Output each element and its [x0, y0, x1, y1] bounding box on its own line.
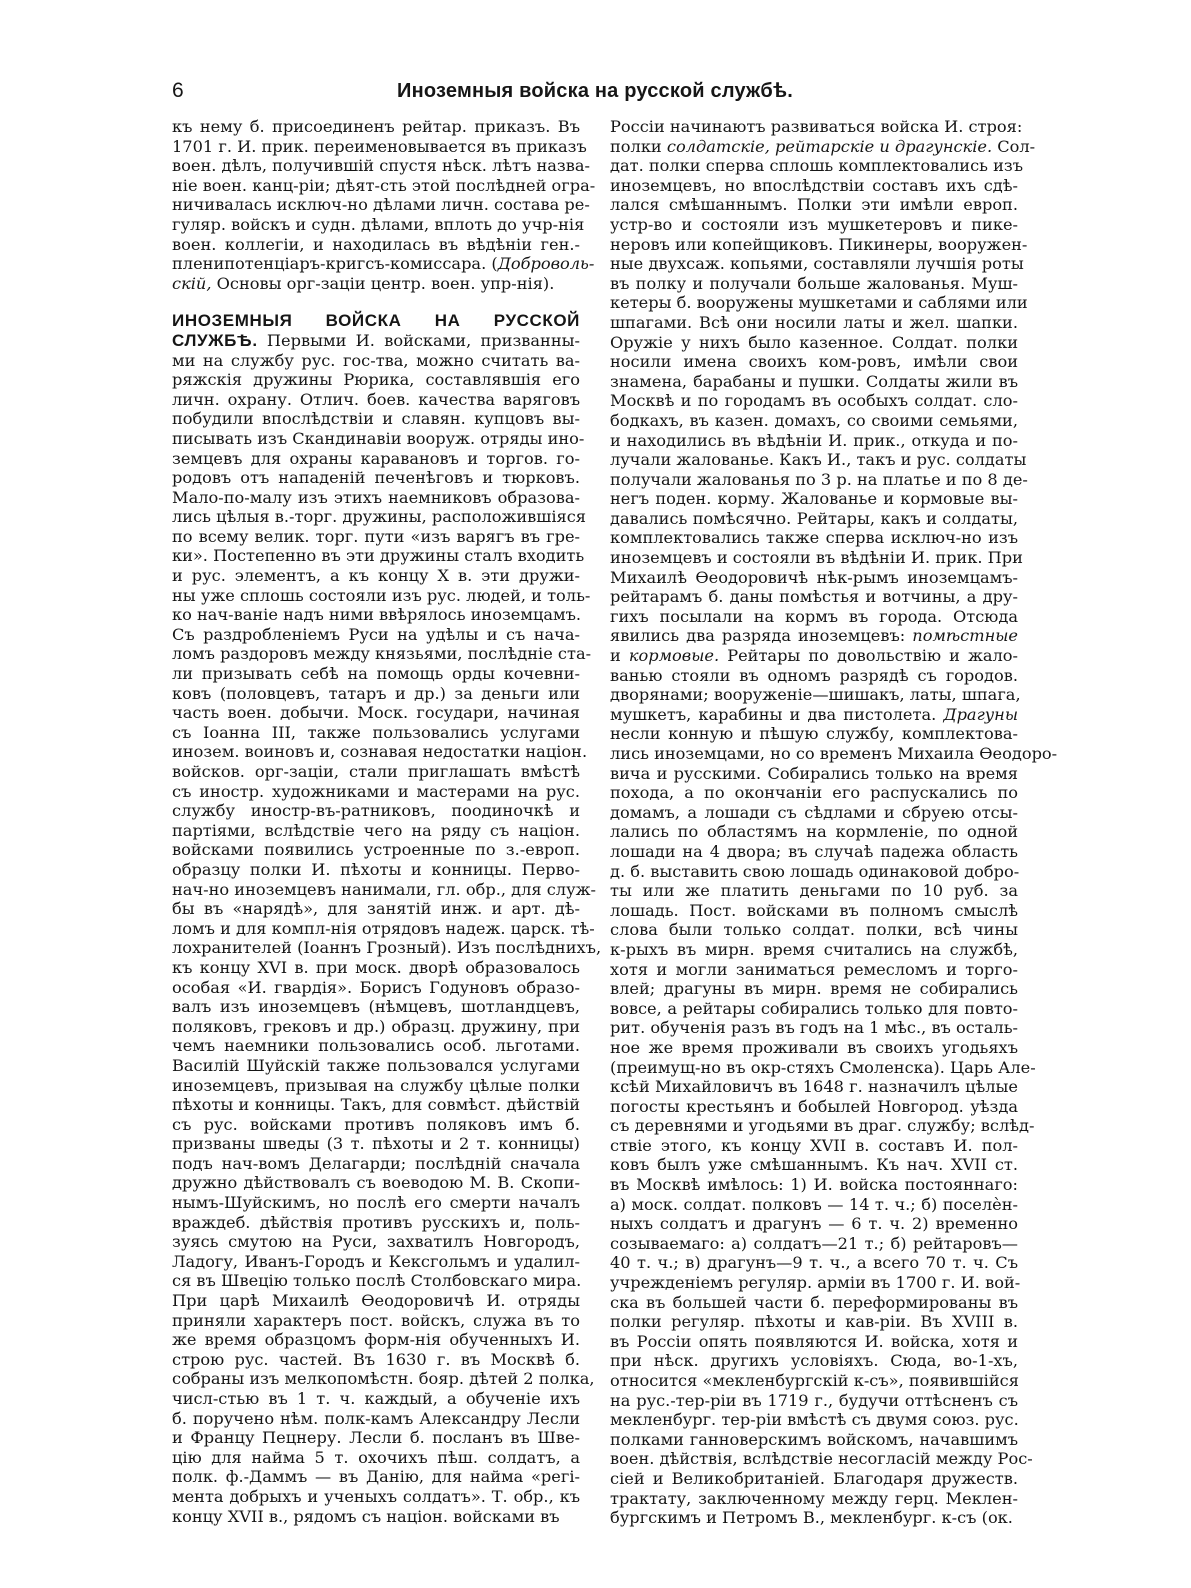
text-line: бы въ «нарядѣ», для занятій инж. и арт. дѣ-	[172, 899, 580, 919]
text-line: и рус. элементъ, а къ концу X в. эти дружи-	[172, 566, 580, 586]
text-line: воен. коллегіи, и находилась въ вѣдѣніи ген.-	[172, 234, 580, 254]
text-line: съ рус. войсками противъ поляковъ имъ б.	[172, 1114, 580, 1134]
right-column	[610, 117, 1058, 1528]
text-line: ки». Постепенно въ эти дружины сталъ входить	[172, 546, 585, 566]
text-line: дворянами; вооруженіе—шишакъ, латы, шпага,	[610, 685, 1021, 705]
text-line: на рус.-тер-ріи въ 1719 г., будучи оттѣсненъ съ	[610, 1390, 1018, 1410]
text-line: Москвѣ и по городамъ въ особыхъ солдат. сло-	[610, 391, 1018, 411]
text-line: партіями, вслѣдствіе чего на ряду съ націон.	[172, 820, 580, 840]
text-line: приняли характеръ пост. войскъ, служа въ то	[172, 1310, 580, 1330]
text-line: созываемаго: а) солдатъ—21 т.; б) рейтаровъ—	[610, 1233, 1018, 1253]
text-line: и Францу Пецнеру. Лесли б. посланъ въ Шве-	[172, 1428, 580, 1448]
text-line: враждеб. дѣйствія противъ русскихъ и, поль-	[172, 1212, 580, 1232]
text-line: родовъ отъ нападеній печенѣговъ и тюрковъ.	[172, 468, 580, 488]
text-line: ные двухсаж. копьями, составляли лучшія роты	[610, 254, 1024, 274]
text-line: иноземцевъ и состояли въ вѣдѣніи И. прик. При	[610, 548, 1023, 568]
text-line: носили имена своихъ ком-ровъ, имѣли свои	[610, 352, 1018, 372]
running-title: Иноземныя войска на русской службѣ.	[397, 80, 793, 102]
text-line: лались по областямъ на кормленіе, по одной	[610, 822, 1018, 842]
text-line: воен. дѣлъ, получившій спустя нѣск. лѣтъ назва-	[172, 156, 590, 176]
text-line: ничивалась исключ-но дѣлами личн. состава ре-	[172, 195, 590, 215]
text-line: полк. ф.-Даммъ — въ Данію, для найма «регі-	[172, 1467, 580, 1487]
text-line: лись цѣлыя в.-торг. дружины, расположившіяся	[172, 507, 587, 527]
text-line: особая «И. гвардія». Борисъ Годуновъ образо-	[172, 977, 580, 997]
text-line: съ иностр. художниками и мастерами на рус.	[172, 781, 580, 801]
text-line: дат. полки сперва сплошь комплектовались изъ	[610, 156, 1024, 176]
previous-article-tail	[172, 117, 596, 293]
text-line	[610, 705, 1018, 725]
text-line: устр-во и состояли изъ мушкетеровъ и пике-	[610, 214, 1018, 234]
page-number: 6	[172, 79, 184, 102]
text-line: мекленбург. тер-ріи вмѣстѣ съ двумя союз. рус.	[610, 1410, 1019, 1430]
text-line: въ Россіи опять появляются И. войска, хотя и	[610, 1331, 1018, 1351]
text-line: ко нач-ваніе надъ ними ввѣрялось иноземцамъ.	[172, 605, 582, 625]
running-header	[172, 78, 1018, 108]
reference-author-cont: скій,	[172, 273, 212, 293]
text-line: Василій Шуйскій также пользовался услугами	[172, 1055, 580, 1075]
text-line: комплектовались также сперва исключ-но изъ	[610, 528, 1018, 548]
text-line: концу XVII в., рядомъ съ націон. войсками въ	[172, 1506, 560, 1526]
text-line: похода, а по окончаніи его распускались по	[610, 783, 1018, 803]
text-line: (преимущ-но въ окр-стяхъ Смоленска). Царь Але-	[610, 1057, 1036, 1077]
text-line: службу иностр-въ-ратниковъ, поодиночкѣ и	[172, 801, 580, 821]
text-block	[610, 665, 1021, 705]
text-line: неровъ или копейщиковъ. Пикинеры, вооружен-	[610, 234, 1028, 254]
text-line: сіей и Великобританіей. Благодаря дружеств.	[610, 1468, 1018, 1488]
text-line: погосты крестьянъ и бобылей Новгород. уѣзда	[610, 1096, 1018, 1116]
text-line: полки регуляр. пѣхоты и кав-ріи. Въ XVIII в.	[610, 1312, 1018, 1332]
italic-term: помѣстные	[912, 626, 1018, 646]
text-line: воен. дѣйствія, вслѣдствіе несогласій между Рос-	[610, 1449, 1033, 1469]
text-line: ніе воен. канц-ріи; дѣят-сть этой послѣдней огра-	[172, 175, 596, 195]
text-line: и находились въ вѣдѣніи И. прик., откуда и по-	[610, 430, 1018, 450]
text-line: иноземцевъ, призывая на службу цѣлые полки	[172, 1075, 580, 1095]
text-line: лошади на 4 двора; въ случаѣ падежа область	[610, 841, 1018, 861]
text-line: побудили впослѣдствіи и славян. купцовъ вы-	[172, 409, 580, 429]
text-line: инозем. воиновъ и, сознавая недостатки націон.	[172, 742, 588, 762]
text-block	[610, 156, 1028, 626]
text-line: ломъ раздоровъ между князьями, послѣдніе ста-	[172, 644, 592, 664]
text-line: д. б. выставить свою лошадь одинаковой добро-	[610, 861, 1020, 881]
article-body	[172, 311, 602, 1526]
text-line: въ полку и получали больше жалованья. Муш-	[610, 273, 1018, 293]
text-line: ми на службу рус. гос-тва, можно считать ва-	[172, 350, 580, 370]
text-line: к-рыхъ въ мирн. время считались на службѣ,	[610, 939, 1018, 959]
text-run: мушкетъ, карабины и два пистолета.	[610, 704, 944, 724]
text-line: въ Москвѣ имѣлось: 1) И. войска постояннаго:	[610, 1175, 1018, 1195]
text-line: несли конную и пѣшую службу, комплектова-	[610, 724, 1018, 744]
text-line: же время образцомъ форм-нія обученныхъ И.	[172, 1330, 580, 1350]
text-line: относится «мекленбургскій к-съ», появившійся	[610, 1371, 1019, 1390]
text-line	[610, 646, 1018, 666]
text-line: ломъ и для компл-нія отрядовъ надеж. царск. тѣ-	[172, 918, 595, 938]
text-line: ковъ (половцевъ, татаръ и др.) за деньги или	[172, 683, 580, 703]
text-line: получали жалованья по 3 р. на платье и по 8 де-	[610, 469, 1028, 489]
text-line: ряжскія дружины Рюрика, составлявшія его	[172, 370, 580, 390]
text-line: трактату, заключенному между герц. Меклен-	[610, 1488, 1018, 1508]
text-line	[172, 331, 580, 351]
text-line: подъ нач-вомъ Делагарди; послѣдній сначала	[172, 1153, 580, 1173]
text-line: чемъ наемники пользовались особ. льготами.	[172, 1036, 580, 1056]
text-line: къ концу XVI в. при моск. дворѣ образовалось	[172, 957, 580, 977]
text-line: строю рус. частей. Въ 1630 г. въ Москвѣ б.	[172, 1349, 580, 1369]
text-line: личн. охрану. Отлич. боев. качества варяговъ	[172, 389, 580, 409]
text-line: Ладогу, Иванъ-Городъ и Кексгольмъ и удалил-	[172, 1251, 580, 1271]
text-line: ска въ большей части б. переформированы въ	[610, 1292, 1018, 1312]
text-run: Сол-	[992, 136, 1036, 156]
text-line: съ Іоанна III, также пользовались услугами	[172, 722, 580, 742]
text-line: числ-стью въ 1 т. ч. каждый, а обученіе ихъ	[172, 1389, 580, 1408]
article-headword-cont: СЛУЖБѢ.	[172, 330, 258, 350]
headword-line	[172, 311, 580, 331]
text-run: Рейтары по довольствію и жало-	[719, 646, 1019, 666]
text-line: призваны шведы (3 т. пѣхоты и 2 т. конницы)	[172, 1134, 580, 1154]
text-line: лись иноземцами, но со временъ Михаила Ѳеодоро-	[610, 744, 1058, 763]
text-line	[172, 254, 595, 274]
reference-title: Основы орг-заціи центр. воен. упр-нія).	[211, 273, 555, 293]
text-line	[610, 626, 1018, 646]
text-line: вовсе, а рейтары собирались только для повто-	[610, 998, 1018, 1018]
text-line: иноземцевъ, но впослѣдствіи составъ ихъ сдѣ-	[610, 175, 1018, 195]
text-run: полки	[610, 136, 667, 156]
text-line: образцу полки И. пѣхоты и конницы. Перво-	[172, 859, 580, 879]
text-line: собраны изъ мелкопомѣстн. бояр. дѣтей 2 полка,	[172, 1369, 595, 1389]
text-line	[610, 136, 1036, 157]
text-line: лохранителей (Іоаннъ Грозный). Изъ послѣднихъ,	[172, 938, 602, 958]
text-line: нач-но иноземцевъ нанимали, гл. обр., для служ-	[172, 879, 596, 899]
text-line: ныхъ солдатъ и драгунъ — 6 т. ч. 2) временно	[610, 1214, 1018, 1234]
text-line: шпагами. Всѣ они носили латы и жел. шапки.	[610, 312, 1018, 332]
text-line: съ деревнями и угодьями въ драг. службу; вслѣд-	[610, 1116, 1035, 1136]
text-line: 1701 г. И. прик. переименовывается въ приказъ	[172, 136, 587, 156]
text-line: давались помѣсячно. Рейтары, какъ и солдаты,	[610, 508, 1018, 528]
text-block	[610, 724, 1058, 1528]
article-headword: ИНОЗЕМНЫЯ ВОЙСКА НА РУССКОЙ	[172, 311, 580, 331]
italic-term: Драгуны	[943, 704, 1018, 724]
text-line: ствіе этого, къ концу XVII в. составъ И. пол-	[610, 1135, 1018, 1155]
text-line: гуляр. войскъ и судн. дѣлами, вплоть до учр-нія	[172, 214, 585, 234]
text-line: рейтарамъ б. даны помѣстья и вотчины, а дру-	[610, 587, 1018, 607]
italic-term: кормовые.	[628, 646, 720, 666]
text-line: гихъ посылали на кормъ въ города. Отсюда	[610, 606, 1018, 626]
text-line: войсками появились устроенные по з.-европ.	[172, 840, 580, 860]
text-line: ты или же платить деньгами по 10 руб. за	[610, 881, 1018, 901]
text-line	[172, 274, 580, 294]
text-line: Оружіе у нихъ было казенное. Солдат. полки	[610, 332, 1018, 352]
left-column	[172, 117, 602, 1526]
text-line: пѣхоты и конницы. Такъ, для совмѣст. дѣйствій	[172, 1095, 580, 1115]
text-line: мента добрыхъ и ученыхъ солдатъ». Т. обр., къ	[172, 1486, 580, 1506]
text-line: домамъ, а лошади съ сѣдлами и сбруею отсы-	[610, 802, 1018, 822]
text-line: писывать изъ Скандинавіи вооруж. отряды ино-	[172, 428, 585, 448]
text-line: бодкахъ, въ казен. домахъ, со своими семьями,	[610, 410, 1018, 430]
reference-author: Доброволь-	[497, 254, 595, 274]
text-line: по всему велик. торг. пути «изъ варягъ въ гре-	[172, 526, 580, 546]
text-line: бургскимъ и Петромъ В., мекленбург. к-съ (ок.	[610, 1508, 1013, 1528]
text-line: земцевъ для охраны каравановъ и торгов. го-	[172, 448, 580, 468]
text-line: полками ганноверскимъ войскомъ, начавшимъ	[610, 1429, 1018, 1449]
text-line: а) моск. солдат. полковъ — 14 т. ч.; б) поселѐн-	[610, 1194, 1018, 1214]
text-line: б. поручено нѣм. полк-камъ Александру Лесли	[172, 1408, 580, 1428]
text-line: учрежденіемъ регуляр. арміи въ 1700 г. И. вой-	[610, 1273, 1021, 1293]
text-line: ное же время проживали въ своихъ угодьяхъ	[610, 1037, 1018, 1057]
text-line: Мало-по-малу изъ этихъ наемниковъ образова-	[172, 487, 580, 507]
text-line: ны уже сплошь состояли изъ рус. людей, и толь-	[172, 585, 591, 605]
text-line: слова были только солдат. полки, всѣ чины	[610, 920, 1018, 940]
text-run: Первыми И. войсками, призванны-	[257, 330, 580, 350]
text-line: рит. обученія разъ въ годъ на 1 мѣс., въ осталь-	[610, 1018, 1018, 1038]
text-line: негъ поден. корму. Жалованье и кормовые вы-	[610, 489, 1018, 509]
text-line: Россіи начинаютъ развиваться войска И. строя:	[610, 117, 1023, 136]
text-run: пленипотенціаръ-кригсъ-комиссара. (	[172, 254, 498, 274]
text-line: Михаилѣ Ѳеодоровичѣ нѣк-рымъ иноземцамъ-	[610, 567, 1018, 587]
text-line: знамена, барабаны и пушки. Солдаты жили въ	[610, 371, 1018, 391]
text-line: лошадь. Пост. войсками въ полномъ смыслѣ	[610, 900, 1018, 920]
text-line: При царѣ Михаилѣ Ѳеодоровичѣ И. отряды	[172, 1291, 580, 1311]
article-gap	[172, 293, 580, 311]
text-line: при нѣск. другихъ условіяхъ. Сюда, во-1-хъ,	[610, 1351, 1018, 1371]
text-run: и	[610, 646, 629, 666]
text-line: лался смѣшаннымъ. Полки эти имѣли европ.	[610, 195, 1018, 215]
text-run: явились два разряда иноземцевъ:	[610, 626, 913, 646]
text-line: валъ изъ иноземцевъ (нѣмцевъ, шотландцевъ,	[172, 997, 580, 1017]
text-line: поляковъ, грековъ и др.) образц. дружину, при	[172, 1016, 580, 1036]
text-line: нымъ-Шуйскимъ, но послѣ его смерти началъ	[172, 1193, 580, 1213]
text-line: зуясь смутою на Руси, захватилъ Новгородъ,	[172, 1232, 580, 1252]
text-line: хотя и могли заниматься ремесломъ и торго-	[610, 959, 1018, 979]
text-line: Съ раздробленіемъ Руси на удѣлы и съ нача-	[172, 624, 580, 644]
text-line: ся въ Швецію только послѣ Столбовскаго мира.	[172, 1271, 582, 1291]
text-line: ковъ былъ уже смѣшаннымъ. Къ нач. XVII ст.	[610, 1155, 1018, 1175]
text-line: ванью стояли въ одномъ разрядѣ съ городов.	[610, 665, 1018, 685]
text-line: часть воен. добычи. Моск. государи, начиная	[172, 703, 580, 723]
text-line: ксѣй Михайловичъ въ 1648 г. назначилъ цѣлые	[610, 1077, 1018, 1097]
text-line: 40 т. ч.; в) драгунъ—9 т. ч., а всего 70 т. ч. Съ	[610, 1253, 1018, 1273]
text-line: ли призывать себѣ на помощь орды кочевни-	[172, 664, 580, 684]
text-line: влей; драгуны въ мирн. время не собирались	[610, 979, 1018, 999]
text-line: цію для найма 5 т. охочихъ пѣш. солдатъ, а	[172, 1447, 580, 1467]
italic-term: солдатскіе, рейтарскіе и драгунскіе.	[666, 136, 993, 156]
text-line: къ нему б. присоединенъ рейтар. приказъ. Въ	[172, 117, 580, 136]
text-line: лучали жалованье. Какъ И., такъ и рус. солдаты	[610, 450, 1027, 470]
text-line: дружно дѣйствовалъ съ воеводою М. В. Скопи-	[172, 1173, 580, 1193]
text-line: кетеры б. вооружены мушкетами и саблями или	[610, 293, 1028, 313]
text-line: войсков. орг-заціи, стали приглашать вмѣстѣ	[172, 762, 580, 781]
text-line: вича и русскими. Собирались только на время	[610, 763, 1018, 783]
